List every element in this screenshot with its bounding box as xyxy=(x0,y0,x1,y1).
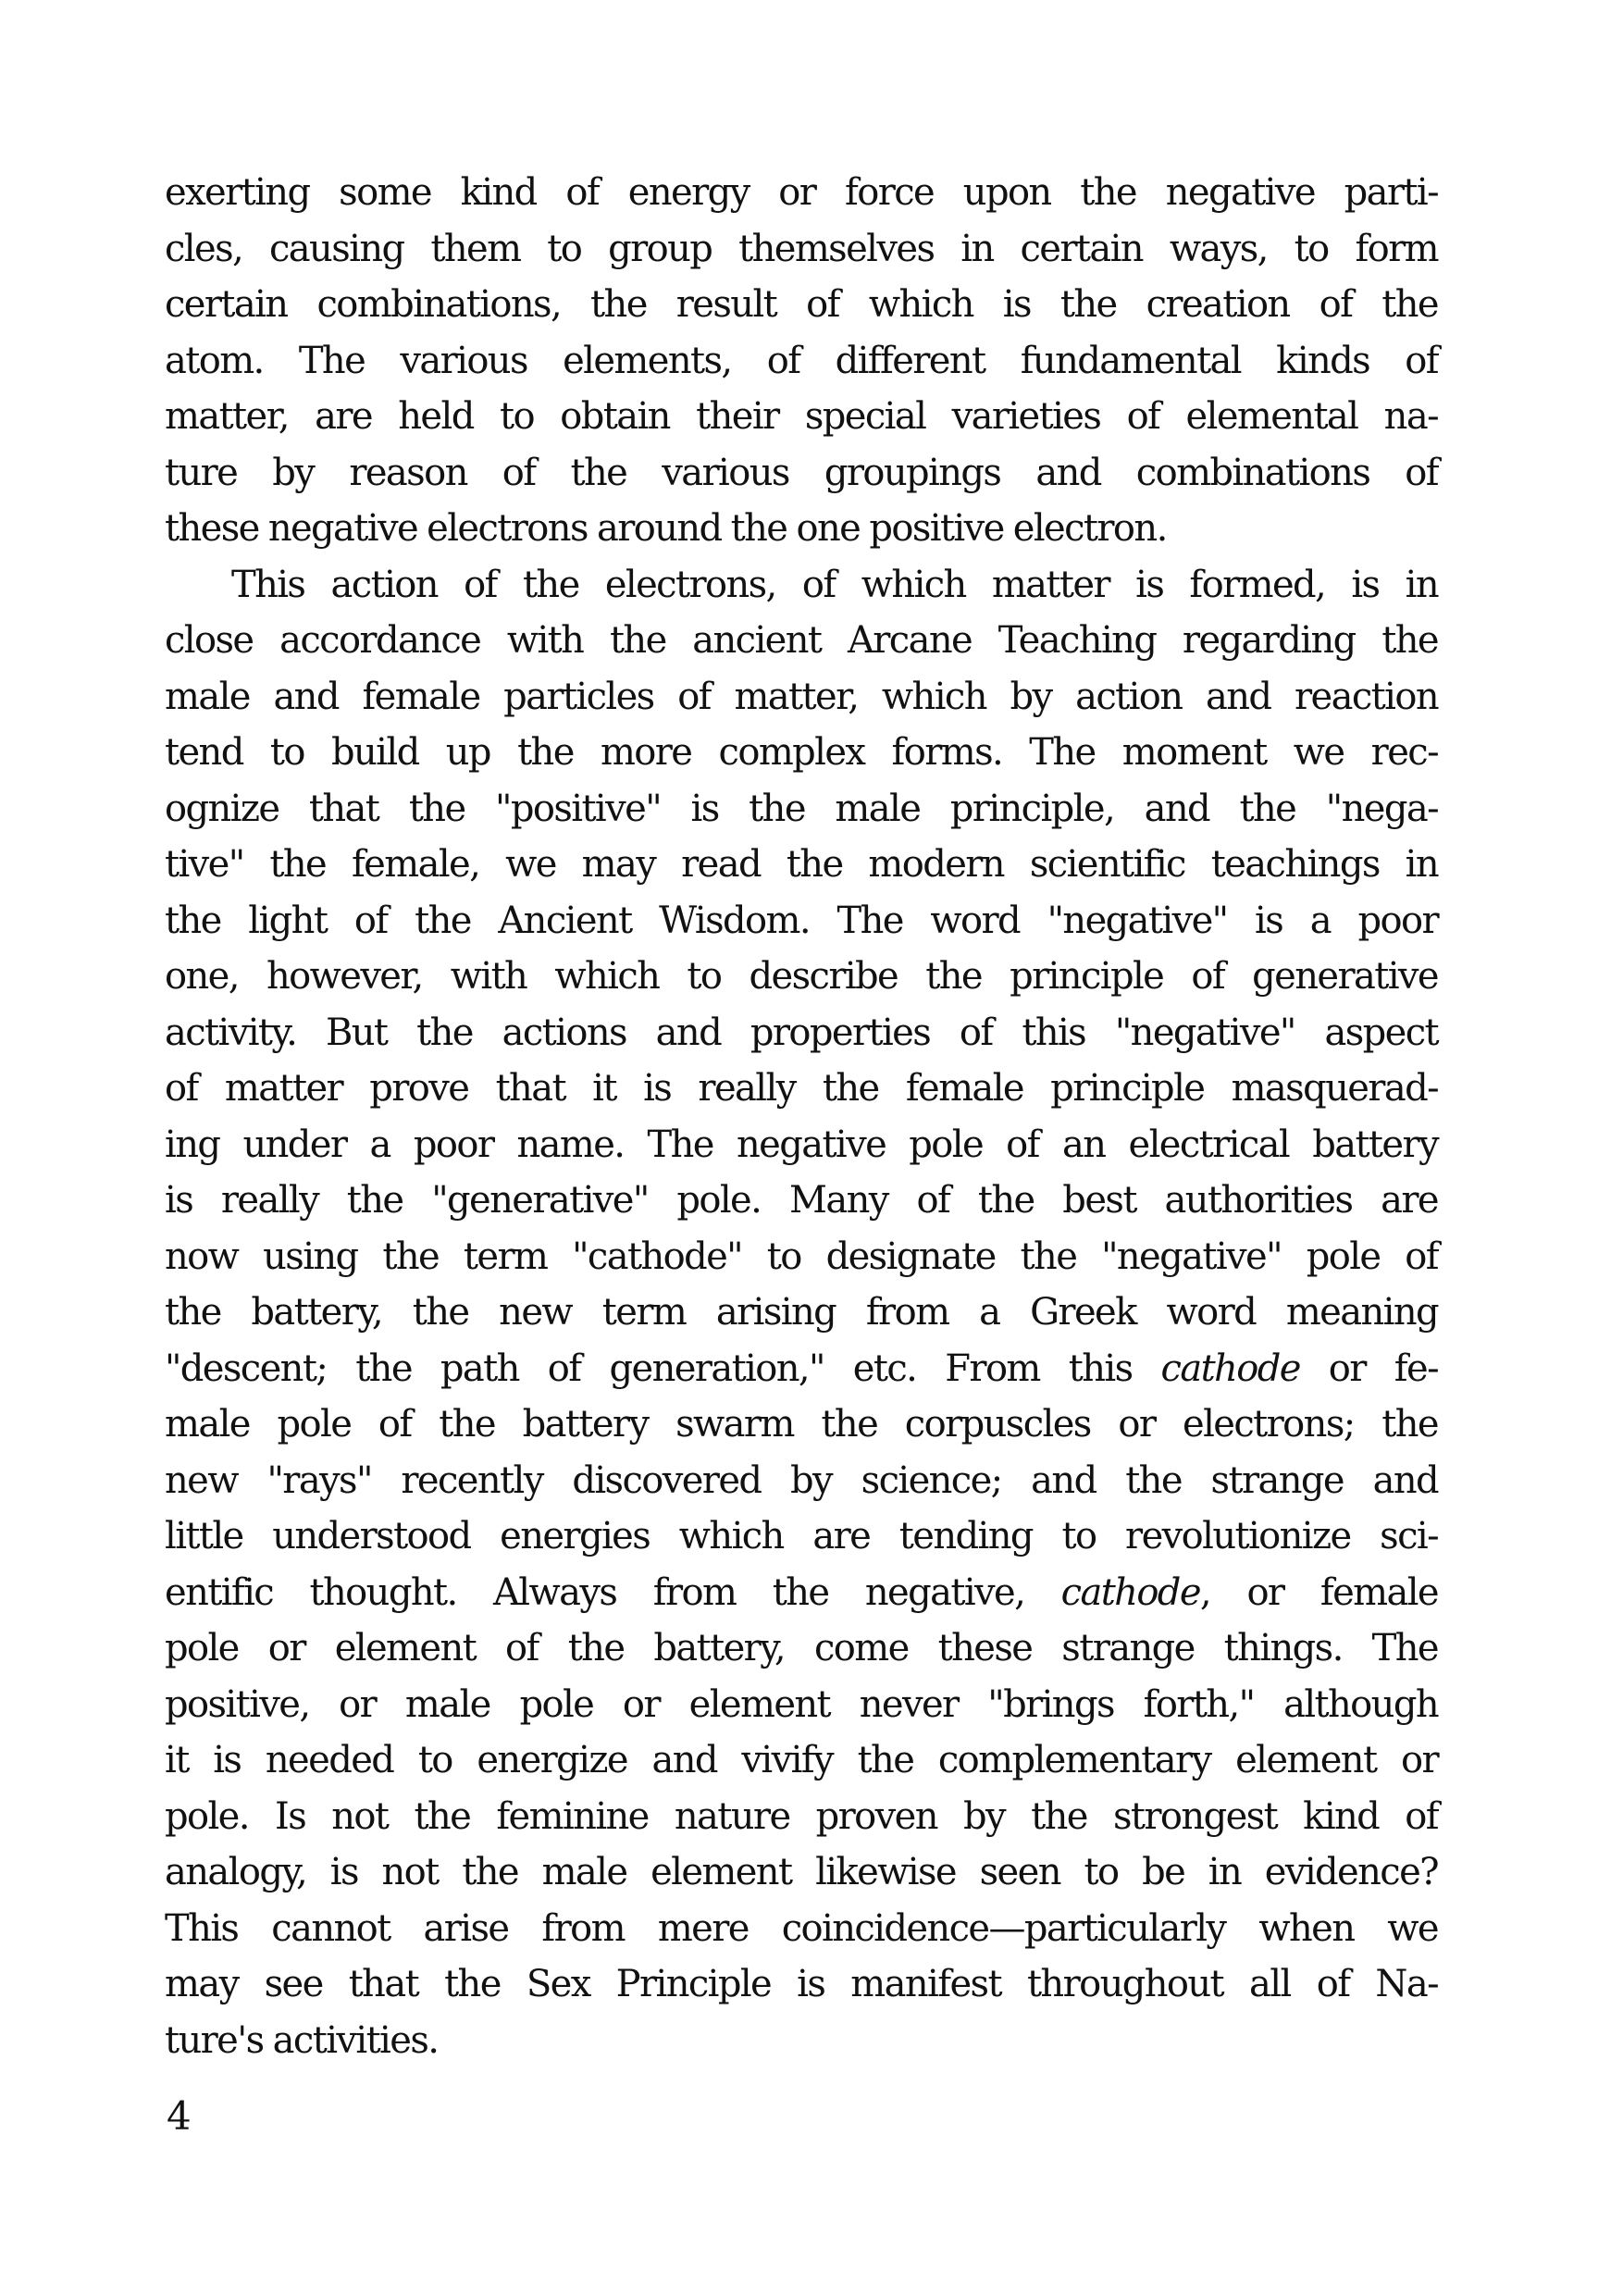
text-line: new "rays" recently discovered by science; and the strange and xyxy=(165,1458,1438,1502)
text-line: pole. Is not the feminine nature proven by the strongest kind of xyxy=(165,1794,1438,1838)
text-line: activity. But the actions and properties of this "negative" aspect xyxy=(165,1011,1438,1054)
text-line: ing under a poor name. The negative pole of an electrical battery xyxy=(165,1123,1438,1166)
page-number: 4 xyxy=(167,2093,192,2139)
text-line: cles, causing them to group themselves in certain ways, to form xyxy=(165,227,1438,270)
text-line: analogy, is not the male element likewise seen to be in evidence? xyxy=(165,1851,1438,1893)
text-line: certain combinations, the result of which is the creation of the xyxy=(165,283,1438,326)
text-line: exerting some kind of energy or force upon the negative parti- xyxy=(165,171,1438,214)
text-line: the light of the Ancient Wisdom. The word "negative" is a poor xyxy=(165,899,1438,942)
text-line: one, however, with which to describe the principle of generative xyxy=(165,955,1438,998)
text-line: ture's activities. xyxy=(165,2018,439,2062)
text-line: atom. The various elements, of different fundamental kinds of xyxy=(165,339,1438,382)
text-run: , or female xyxy=(1199,1570,1439,1614)
text-run: or fe- xyxy=(1299,1347,1438,1390)
text-line xyxy=(165,1341,1438,1397)
text-line: close accordance with the ancient Arcane Teaching regarding the xyxy=(165,619,1438,662)
paragraph-1 xyxy=(165,165,1438,557)
text-line: may see that the Sex Principle is manifest throughout all of Na- xyxy=(165,1963,1438,2005)
italic-term-cathode: cathode xyxy=(1160,1347,1300,1390)
text-line: tend to build up the more complex forms. The moment we rec- xyxy=(165,731,1438,774)
italic-term-cathode: cathode xyxy=(1060,1570,1200,1614)
text-line: This action of the electrons, of which matter is formed, is in xyxy=(231,563,1438,606)
text-line: matter, are held to obtain their special varieties of elemental na- xyxy=(165,395,1438,438)
text-line: is really the "generative" pole. Many of the best authorities are xyxy=(165,1179,1438,1222)
text-line: This cannot arise from mere coincidence—particularly when we xyxy=(165,1906,1438,1950)
text-line: positive, or male pole or element never "brings forth," although xyxy=(165,1682,1438,1726)
text-line: of matter prove that it is really the female principle masquerad- xyxy=(165,1067,1438,1110)
text-line: these negative electrons around the one positive electron. xyxy=(165,507,1167,550)
text-run: "descent; the path of generation," etc. From this xyxy=(165,1347,1161,1390)
text-line: male pole of the battery swarm the corpuscles or electrons; the xyxy=(165,1403,1438,1446)
text-line: it is needed to energize and vivify the complementary element or xyxy=(165,1739,1438,1781)
text-line: now using the term "cathode" to designate the "negative" pole of xyxy=(165,1235,1438,1278)
text-line: the battery, the new term arising from a Greek word meaning xyxy=(165,1291,1438,1334)
text-line: ognize that the "positive" is the male principle, and the "nega- xyxy=(165,787,1438,830)
paragraph-2 xyxy=(165,557,1438,2069)
text-run: entific thought. Always from the negative, xyxy=(165,1570,1061,1614)
text-line: little understood energies which are tending to revolutionize sci- xyxy=(165,1515,1438,1558)
text-line: pole or element of the battery, come these strange things. The xyxy=(165,1627,1438,1669)
text-line: male and female particles of matter, which by action and reaction xyxy=(165,675,1438,718)
text-line: tive" the female, we may read the modern scientific teachings in xyxy=(165,843,1438,886)
page-body xyxy=(165,165,1438,2068)
text-line xyxy=(165,1565,1438,1621)
text-line: ture by reason of the various groupings and combinations of xyxy=(165,451,1438,494)
